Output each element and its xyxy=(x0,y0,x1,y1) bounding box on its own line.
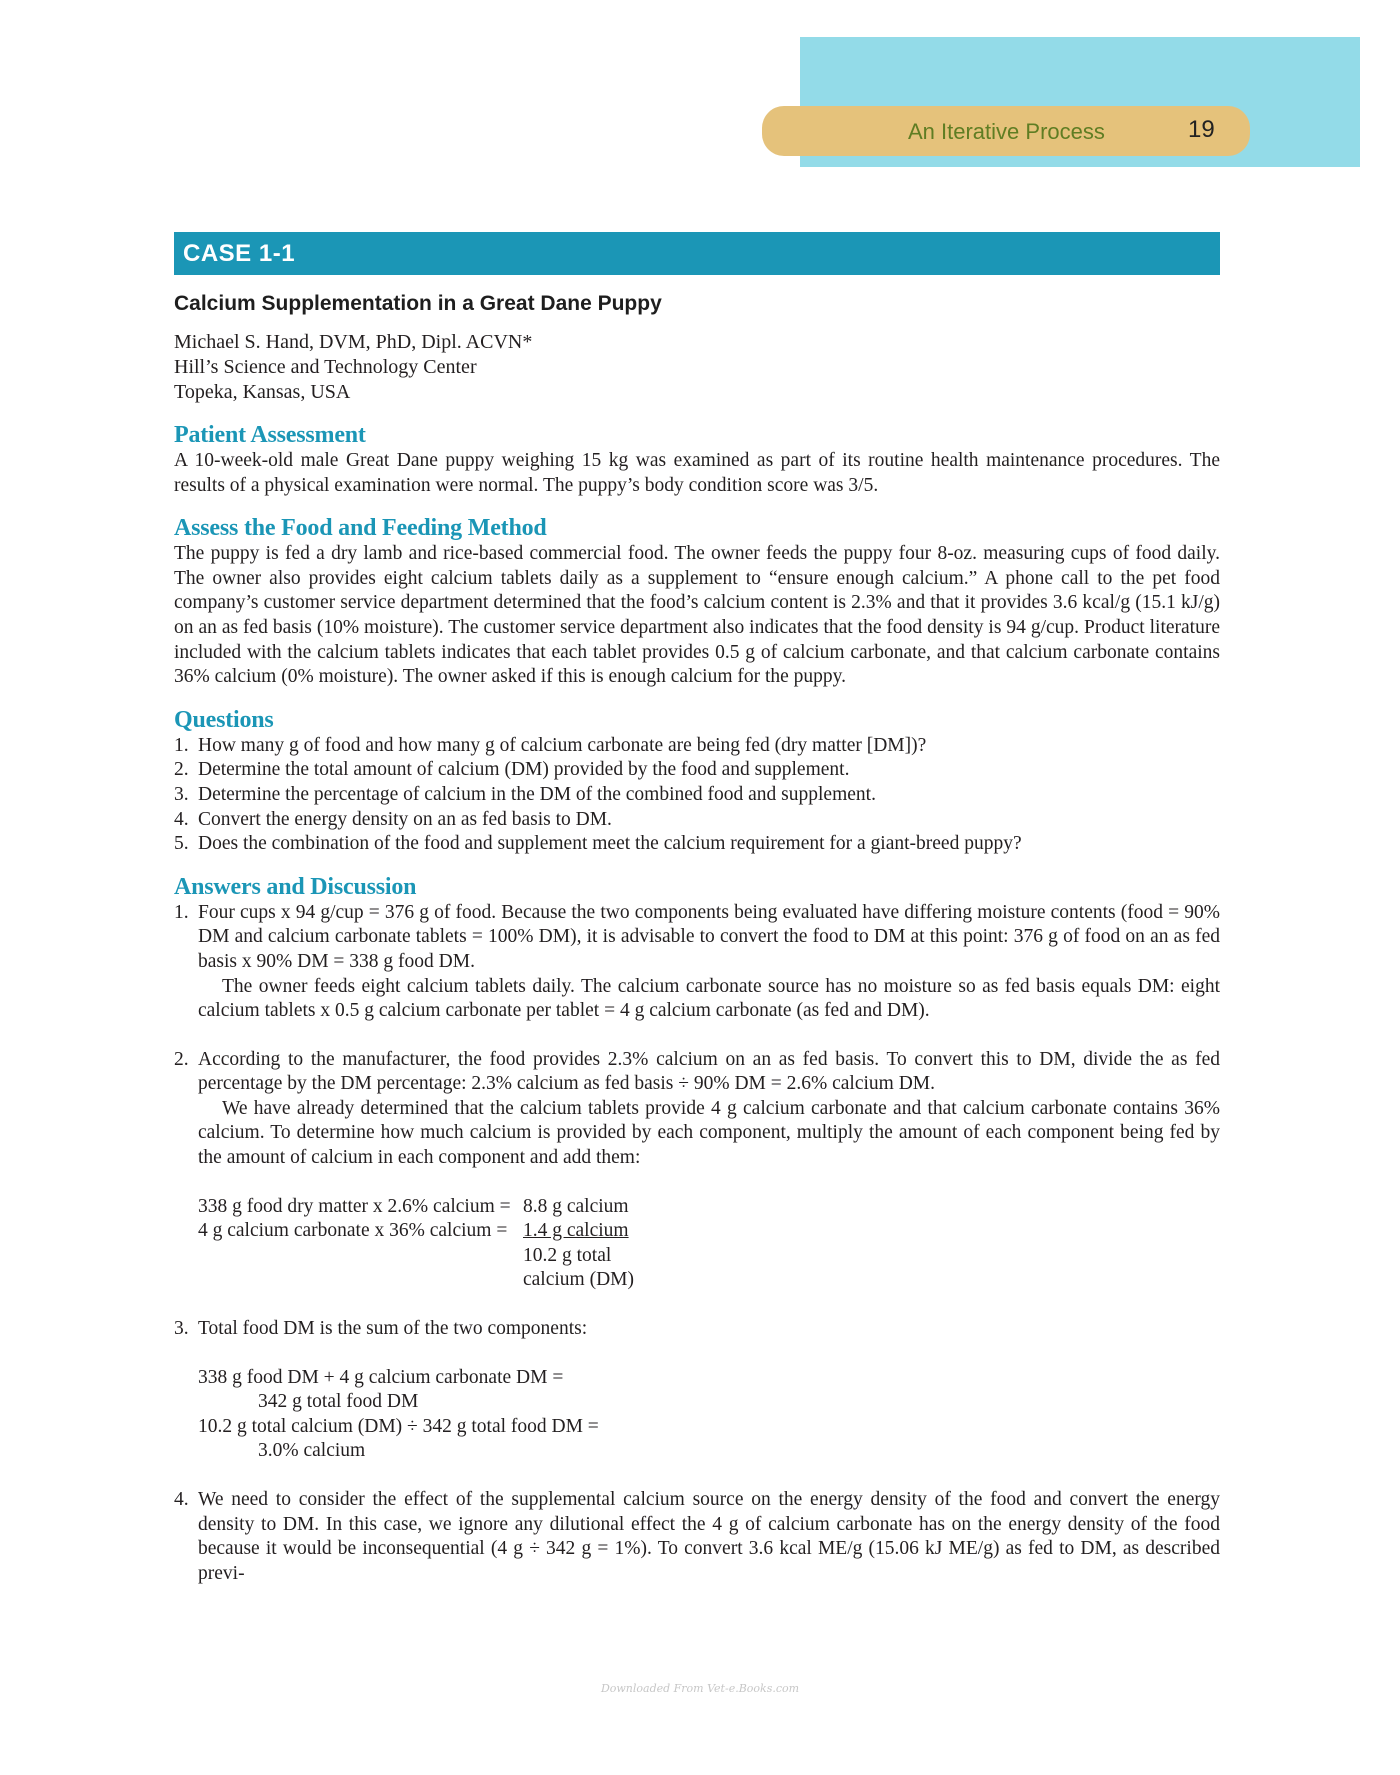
case-title: Calcium Supplementation in a Great Dane Puppy xyxy=(174,292,662,315)
calc-total xyxy=(198,1244,1220,1293)
answer-1 xyxy=(174,901,1220,1024)
question-text: Determine the total amount of calcium (DM) provided by the food and supplement. xyxy=(198,759,850,781)
question-number: 4. xyxy=(174,808,189,830)
question-text: Determine the percentage of calcium in the DM of the combined food and supplement. xyxy=(198,783,876,805)
author-name: Michael S. Hand, DVM, PhD, Dipl. ACVN* xyxy=(174,331,533,353)
answer-3-line-3: 10.2 g total calcium (DM) ÷ 342 g total food DM = xyxy=(198,1415,599,1437)
question-number: 2. xyxy=(174,759,189,781)
case-content xyxy=(174,232,1220,1586)
answer-1-paragraph-1: Four cups x 94 g/cup = 376 g of food. Because the two components being evaluated have differing moisture contents (food = 90% DM and calcium carbonate tablets = 100% DM), it is advisable to convert the food to DM at this point: 376 g of food on an as fed basis x 90% DM = 338 g food DM. xyxy=(198,901,1220,972)
calcium-calculation xyxy=(198,1195,1220,1293)
answer-2 xyxy=(174,1048,1220,1293)
question-number: 1. xyxy=(174,734,189,756)
question-text: Convert the energy density on an as fed basis to DM. xyxy=(198,808,612,830)
author-affiliation: Hill’s Science and Technology Center xyxy=(174,356,477,378)
questions-list xyxy=(174,734,1220,857)
question-text: Does the combination of the food and supplement meet the calcium requirement for a giant-breed puppy? xyxy=(198,833,1022,855)
question-number: 3. xyxy=(174,783,189,805)
food-assessment-text: The puppy is fed a dry lamb and rice-based commercial food. The owner feeds the puppy four 8-oz. measuring cups of food daily. The owner also provides eight calcium tablets daily as a supplement to “ensure enough calcium.” A phone call to the pet food company’s customer service department determined that the food’s calcium content is 2.3% and that it provides 3.6 kcal/g (15.1 kJ/g) on an as fed basis (10% moisture). The customer service department also indicates that the food density is 94 g/cup. Product literature included with the calcium tablets indicates that each tablet provides 0.5 g of calcium carbonate, and that calcium carbonate contains 36% calcium (0% moisture). The owner asked if this is enough calcium for the puppy. xyxy=(174,543,1220,688)
question-item xyxy=(174,832,1220,857)
section-heading-answers: Answers and Discussion xyxy=(174,873,417,900)
answer-number: 3. xyxy=(174,1318,189,1340)
question-item xyxy=(174,734,1220,759)
running-head-pill xyxy=(762,106,1250,156)
calc-food-expression: 338 g food dry matter x 2.6% calcium = xyxy=(198,1195,511,1217)
answer-2-paragraph-1: According to the manufacturer, the food provides 2.3% calcium on an as fed basis. To convert this to DM, divide the as fed percentage by the DM percentage: 2.3% calcium as fed basis ÷ 90% DM = 2.6% calcium DM. xyxy=(198,1048,1220,1095)
answer-3-line-1: 338 g food DM + 4 g calcium carbonate DM = xyxy=(198,1366,564,1388)
calc-carbonate-expression: 4 g calcium carbonate x 36% calcium = xyxy=(198,1220,508,1242)
author-location: Topeka, Kansas, USA xyxy=(174,381,351,403)
case-label: CASE 1-1 xyxy=(183,239,296,267)
answer-number: 4. xyxy=(174,1489,189,1510)
answer-4-paragraph-1: We need to consider the effect of the supplemental calcium source on the energy density of the food and convert the energy density to DM. In this case, we ignore any dilutional effect the 4 g of calcium carbonate has on the energy density of the food because it would be inconsequential (4 g ÷ 342 g = 1%). To convert 3.6 kcal ME/g (15.06 kJ ME/g) as fed to DM, as described previ- xyxy=(198,1489,1220,1584)
calc-total-line-2: calcium (DM) xyxy=(523,1269,635,1291)
answer-3-paragraph-1: Total food DM is the sum of the two components: xyxy=(198,1318,588,1340)
section-heading-questions: Questions xyxy=(174,706,274,733)
calc-food-result: 8.8 g calcium xyxy=(523,1195,629,1217)
answer-number: 1. xyxy=(174,901,189,923)
author-block xyxy=(174,330,1220,405)
calc-total-line-1: 10.2 g total xyxy=(523,1244,612,1266)
answer-number: 2. xyxy=(174,1048,189,1070)
answer-3-line-4: 3.0% calcium xyxy=(258,1440,366,1462)
section-heading-food-assessment: Assess the Food and Feeding Method xyxy=(174,515,547,542)
answer-1-paragraph-2: The owner feeds eight calcium tablets daily. The calcium carbonate source has no moisture so as fed basis equals DM: eight calcium tablets x 0.5 g calcium carbonate per tablet = 4 g calcium carbonate (as fed and DM). xyxy=(198,975,1220,1022)
question-text: How many g of food and how many g of calcium carbonate are being fed (dry matter [DM])? xyxy=(198,734,927,756)
case-bar xyxy=(174,232,1220,275)
page-number: 19 xyxy=(1188,116,1215,143)
answer-2-paragraph-2: We have already determined that the calcium tablets provide 4 g calcium carbonate and that calcium carbonate contains 36% calcium. To determine how much calcium is provided by each component, multiply the amount of each component being fed by the amount of calcium in each component and add them: xyxy=(198,1097,1220,1169)
question-item xyxy=(174,783,1220,808)
calc-carbonate-result: 1.4 g calcium xyxy=(523,1220,629,1242)
question-item xyxy=(174,808,1220,833)
answer-3-line-2: 342 g total food DM xyxy=(258,1391,419,1413)
patient-assessment-text: A 10-week-old male Great Dane puppy weighing 15 kg was examined as part of its routine health maintenance procedures. The results of a physical examination were normal. The puppy’s body condition score was 3/5. xyxy=(174,450,1220,496)
answer-4 xyxy=(174,1488,1220,1586)
running-head: An Iterative Process xyxy=(908,119,1105,144)
answer-3 xyxy=(174,1317,1220,1464)
watermark: Downloaded From Vet-e.Books.com xyxy=(600,1682,800,1695)
question-item xyxy=(174,758,1220,783)
question-number: 5. xyxy=(174,833,189,855)
section-heading-patient-assessment: Patient Assessment xyxy=(174,422,366,448)
